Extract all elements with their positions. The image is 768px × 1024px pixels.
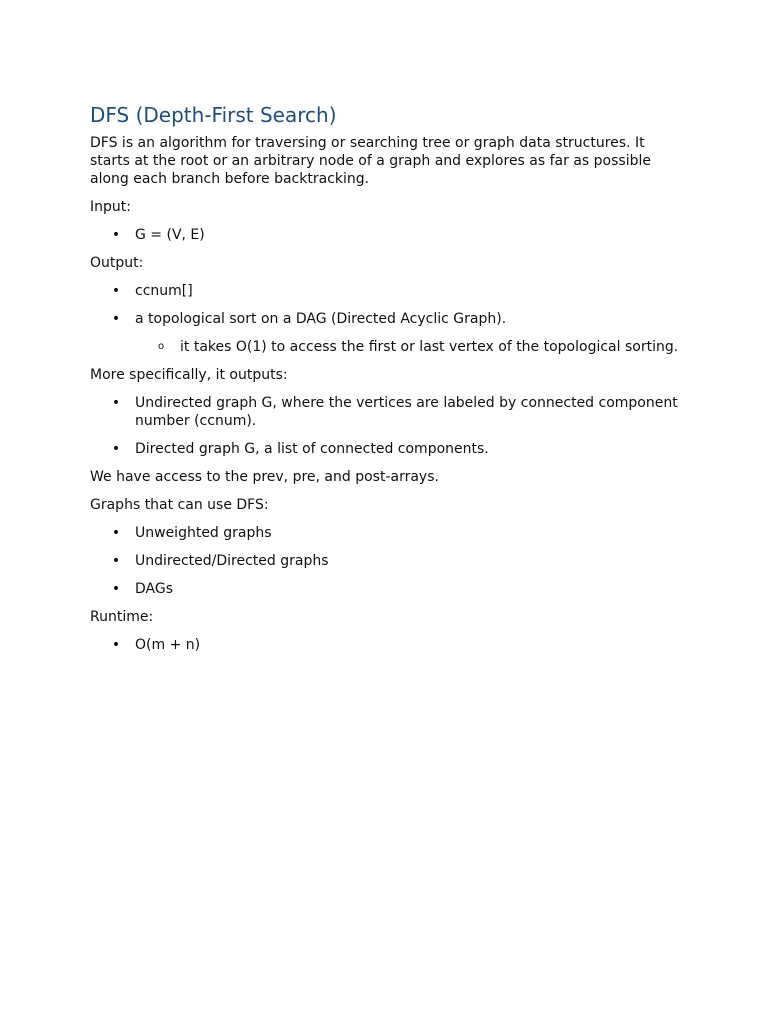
sub-list-item-text: it takes O(1) to access the first or last vertex of the topological sorting.	[180, 339, 679, 355]
specific-list	[90, 394, 690, 458]
output-sublist	[90, 338, 690, 356]
bullet-icon: •	[111, 283, 121, 299]
list-item-text: Unweighted graphs	[135, 525, 272, 541]
bullet-icon: •	[111, 311, 121, 327]
input-list	[90, 226, 690, 244]
list-item-text: a topological sort on a DAG (Directed Acyclic Graph).	[135, 311, 507, 327]
document-title: DFS (Depth-First Search)	[90, 103, 337, 127]
input-label: Input:	[90, 199, 131, 215]
list-item	[90, 552, 690, 570]
specific-label: More specifically, it outputs:	[90, 367, 288, 383]
graphs-label: Graphs that can use DFS:	[90, 497, 269, 513]
graphs-list	[90, 524, 690, 598]
list-item-text: ccnum[]	[135, 283, 193, 299]
circle-bullet-icon: o	[157, 341, 165, 352]
list-item	[90, 524, 690, 542]
runtime-label: Runtime:	[90, 609, 154, 625]
bullet-icon: •	[111, 581, 121, 597]
list-item	[90, 282, 690, 300]
bullet-icon: •	[111, 553, 121, 569]
document-page	[90, 101, 690, 664]
list-item-text: Undirected graph G, where the vertices are labeled by connected component number (ccnum).	[135, 395, 678, 429]
bullet-icon: •	[111, 227, 121, 243]
runtime-list	[90, 636, 690, 654]
list-item	[90, 310, 690, 328]
list-item	[90, 636, 690, 654]
list-item	[90, 394, 690, 430]
access-text: We have access to the prev, pre, and post-arrays.	[90, 469, 439, 485]
bullet-icon: •	[111, 395, 121, 411]
list-item-text: Directed graph G, a list of connected components.	[135, 441, 489, 457]
bullet-icon: •	[111, 441, 121, 457]
sub-list-item	[90, 338, 690, 356]
bullet-icon: •	[111, 637, 121, 653]
list-item	[90, 580, 690, 598]
list-item-text: O(m + n)	[135, 637, 201, 653]
list-item-text: Undirected/Directed graphs	[135, 553, 329, 569]
list-item	[90, 440, 690, 458]
list-item-text: DAGs	[135, 581, 174, 597]
bullet-icon: •	[111, 525, 121, 541]
output-list	[90, 282, 690, 328]
output-label: Output:	[90, 255, 144, 271]
list-item	[90, 226, 690, 244]
intro-paragraph: DFS is an algorithm for traversing or searching tree or graph data structures. It starts at the root or an arbitrary node of a graph and explores as far as possible along each branch before backtracking.	[90, 135, 651, 187]
list-item-text: G = (V, E)	[135, 227, 205, 243]
